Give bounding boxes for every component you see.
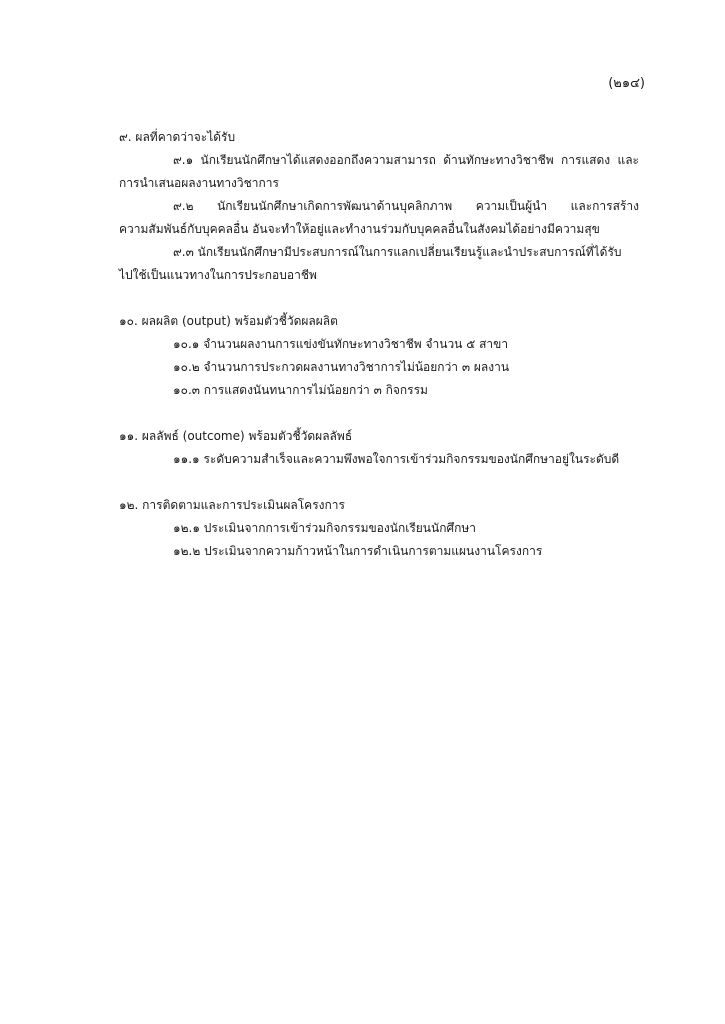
expected-result-3-line1: ๙.๓ นักเรียนนักศึกษามีประสบการณ์ในการแลกเปลี่ยนเรียนรู้และนำประสบการณ์ที่ได้รับ <box>173 245 622 259</box>
section-heading: ๑๐. ผลผลิต (output) พร้อมตัวชี้วัดผลผลิต <box>119 314 338 328</box>
output-item-1: ๑๐.๑ จำนวนผลงานการแข่งขันทักษะทางวิชาชีพ จำนวน ๕ สาขา <box>173 337 509 351</box>
evaluation-item-1: ๑๒.๑ ประเมินจากการเข้าร่วมกิจกรรมของนักเรียนนักศึกษา <box>173 521 476 535</box>
section-heading: ๑๒. การติดตามและการประเมินผลโครงการ <box>119 498 345 512</box>
outcome-item-1: ๑๑.๑ ระดับความสำเร็จและความพึงพอใจการเข้าร่วมกิจกรรมของนักศึกษาอยู่ในระดับดี <box>173 452 620 466</box>
expected-result-1-line2: การนำเสนอผลงานทางวิชาการ <box>119 176 279 190</box>
evaluation-item-2: ๑๒.๒ ประเมินจากความก้าวหน้าในการดำเนินการตามแผนงานโครงการ <box>173 544 543 558</box>
section-heading: ๑๑. ผลลัพธ์ (outcome) พร้อมตัวชี้วัดผลลัพธ์ <box>119 429 353 443</box>
output-item-3: ๑๐.๓ การแสดงนันทนาการไม่น้อยกว่า ๓ กิจกรรม <box>173 383 428 397</box>
expected-result-2-line1: ๙.๒ นักเรียนนักศึกษาเกิดการพัฒนาด้านบุคลิกภาพ ความเป็นผู้นำ และการสร้าง <box>173 199 639 213</box>
expected-result-2-line2: ความสัมพันธ์กับบุคคลอื่น อันจะทำให้อยู่และทำงานร่วมกับบุคคลอื่นในสังคมได้อย่างมีความสุข <box>119 222 600 236</box>
section-outcome <box>119 425 639 471</box>
expected-result-3-line2: ไปใช้เป็นแนวทางในการประกอบอาชีพ <box>119 268 317 282</box>
page-number: (๒๑๔) <box>608 76 645 91</box>
section-expected-results <box>119 126 639 287</box>
expected-result-1-line1: ๙.๑ นักเรียนนักศึกษาได้แสดงออกถึงความสามารถ ด้านทักษะทางวิชาชีพ การแสดง และ <box>173 153 639 167</box>
section-output <box>119 310 639 402</box>
output-item-2: ๑๐.๒ จำนวนการประกวดผลงานทางวิชาการไม่น้อยกว่า ๓ ผลงาน <box>173 360 510 374</box>
section-heading: ๙. ผลที่คาดว่าจะได้รับ <box>119 130 236 144</box>
section-evaluation <box>119 494 639 563</box>
document-body <box>119 126 639 563</box>
